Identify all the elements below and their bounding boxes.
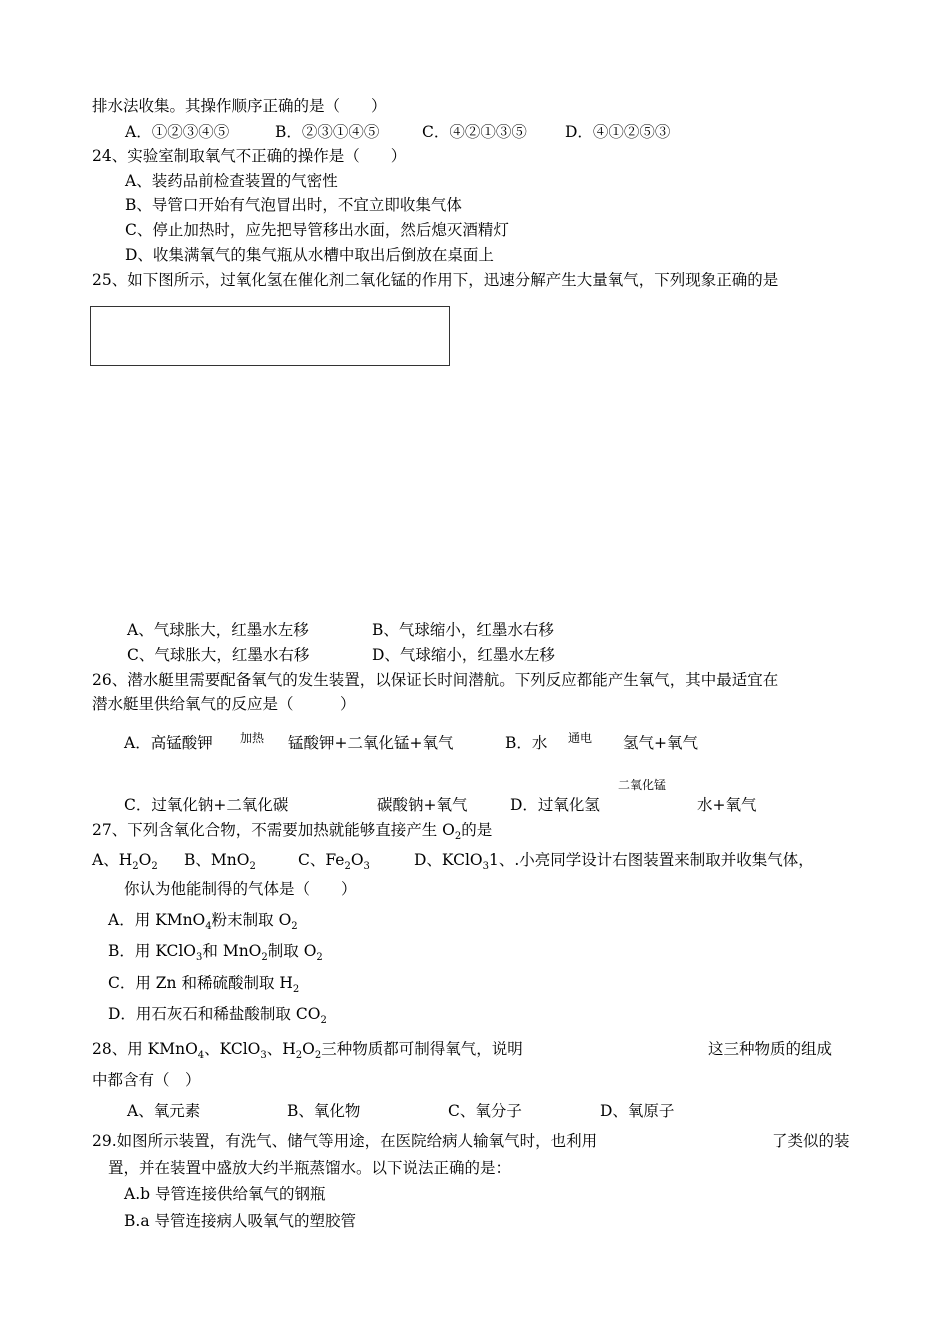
option-d: D、气球缩小，红墨水左移 (372, 646, 555, 664)
option-c: C、气球胀大，红墨水右移 (127, 646, 310, 664)
question-24: 24、实验室制取氧气不正确的操作是（ ） (92, 147, 407, 165)
option-d: D、氧原子 (600, 1102, 675, 1120)
option-b: B、氧化物 (287, 1102, 361, 1120)
option-a-left: A．高锰酸钾 (124, 734, 213, 752)
question-25: 25、如下图所示，过氧化氢在催化剂二氧化锰的作用下，迅速分解产生大量氧气，下列现象正确的是 (92, 271, 779, 289)
option-b: B、导管口开始有气泡冒出时，不宜立即收集气体 (125, 196, 462, 214)
reaction-condition: 二氧化锰 (618, 778, 667, 792)
option-b: B．②③①④⑤ (275, 123, 380, 141)
question-27: 27、下列含氧化合物，不需要加热就能够直接产生 $O_2$的是 (92, 821, 493, 842)
reaction-condition: 通电 (568, 731, 593, 745)
option-b-left: B．水 (505, 734, 548, 752)
option-d: D、KClO$_3$1、.小亮同学设计右图装置来制取并收集气体， (414, 851, 814, 872)
question-28: 28、用 KMnO$_4$、KClO$_3$、$H_2O_2$三种物质都可制得氧气，说明 (92, 1040, 523, 1061)
option-d: D．用石灰石和稀盐酸制取 $CO_2$ (108, 1005, 327, 1026)
option-b-right: 氢气+氧气 (623, 734, 698, 752)
question-29-right: 了类似的装 (772, 1132, 850, 1150)
option-b: B、气球缩小，红墨水右移 (372, 621, 554, 639)
option-c: C、氧分子 (448, 1102, 522, 1120)
option-c: C．用 Zn 和稀硫酸制取 $H_2$ (108, 974, 300, 995)
option-b: B.a 导管连接病人吸氧气的塑胶管 (124, 1212, 356, 1230)
option-a: A．用 KMnO$_4$粉末制取 $O_2$ (108, 911, 298, 932)
option-b: B、MnO$_2$ (184, 851, 256, 872)
option-b: B．用 KClO$_3$和 MnO$_2$制取 $O_2$ (108, 942, 323, 963)
reaction-condition: 加热 (240, 731, 265, 745)
option-d: D．④①②⑤③ (565, 123, 671, 141)
option-d-right: 水+氧气 (697, 796, 757, 814)
question-line: 排水法收集。其操作顺序正确的是（ ） (92, 97, 387, 115)
option-c-left: C．过氧化钠+二氧化碳 (124, 796, 289, 814)
option-a: A.b 导管连接供给氧气的钢瓶 (124, 1185, 326, 1203)
option-a: A．①②③④⑤ (125, 123, 230, 141)
question-28-cont: 中都含有（ ） (92, 1071, 201, 1089)
question-26-cont: 潜水艇里供给氧气的反应是（ ） (92, 695, 356, 713)
question-1-cont: 你认为他能制得的气体是（ ） (124, 880, 357, 898)
option-c: C、$Fe_2O_3$ (298, 851, 370, 872)
option-c: C、停止加热时，应先把导管移出水面，然后熄灭酒精灯 (125, 221, 509, 239)
question-26: 26、潜水艇里需要配备氧气的发生装置，以保证长时间潜航。下列反应都能产生氧气，其中最适宜在 (92, 671, 779, 689)
figure-placeholder (90, 306, 450, 366)
option-a: A、氧元素 (127, 1102, 201, 1120)
option-a: A、气球胀大，红墨水左移 (127, 621, 309, 639)
question-29-cont: 置，并在装置中盛放大约半瓶蒸馏水。以下说法正确的是： (108, 1159, 512, 1177)
option-d: D、收集满氧气的集气瓶从水槽中取出后倒放在桌面上 (125, 246, 494, 264)
option-a: A、装药品前检查装置的气密性 (125, 172, 338, 190)
question-29: 29.如图所示装置，有洗气、储气等用途，在医院给病人输氧气时，也利用 (92, 1132, 598, 1150)
option-c-right: 碳酸钠+氧气 (377, 796, 468, 814)
option-c: C．④②①③⑤ (422, 123, 527, 141)
option-a: A、$H_2O_2$ (92, 851, 158, 872)
question-28-right: 这三种物质的组成 (708, 1040, 833, 1058)
option-a-right: 锰酸钾+二氧化锰+氧气 (288, 734, 454, 752)
option-d-left: D．过氧化氢 (510, 796, 600, 814)
